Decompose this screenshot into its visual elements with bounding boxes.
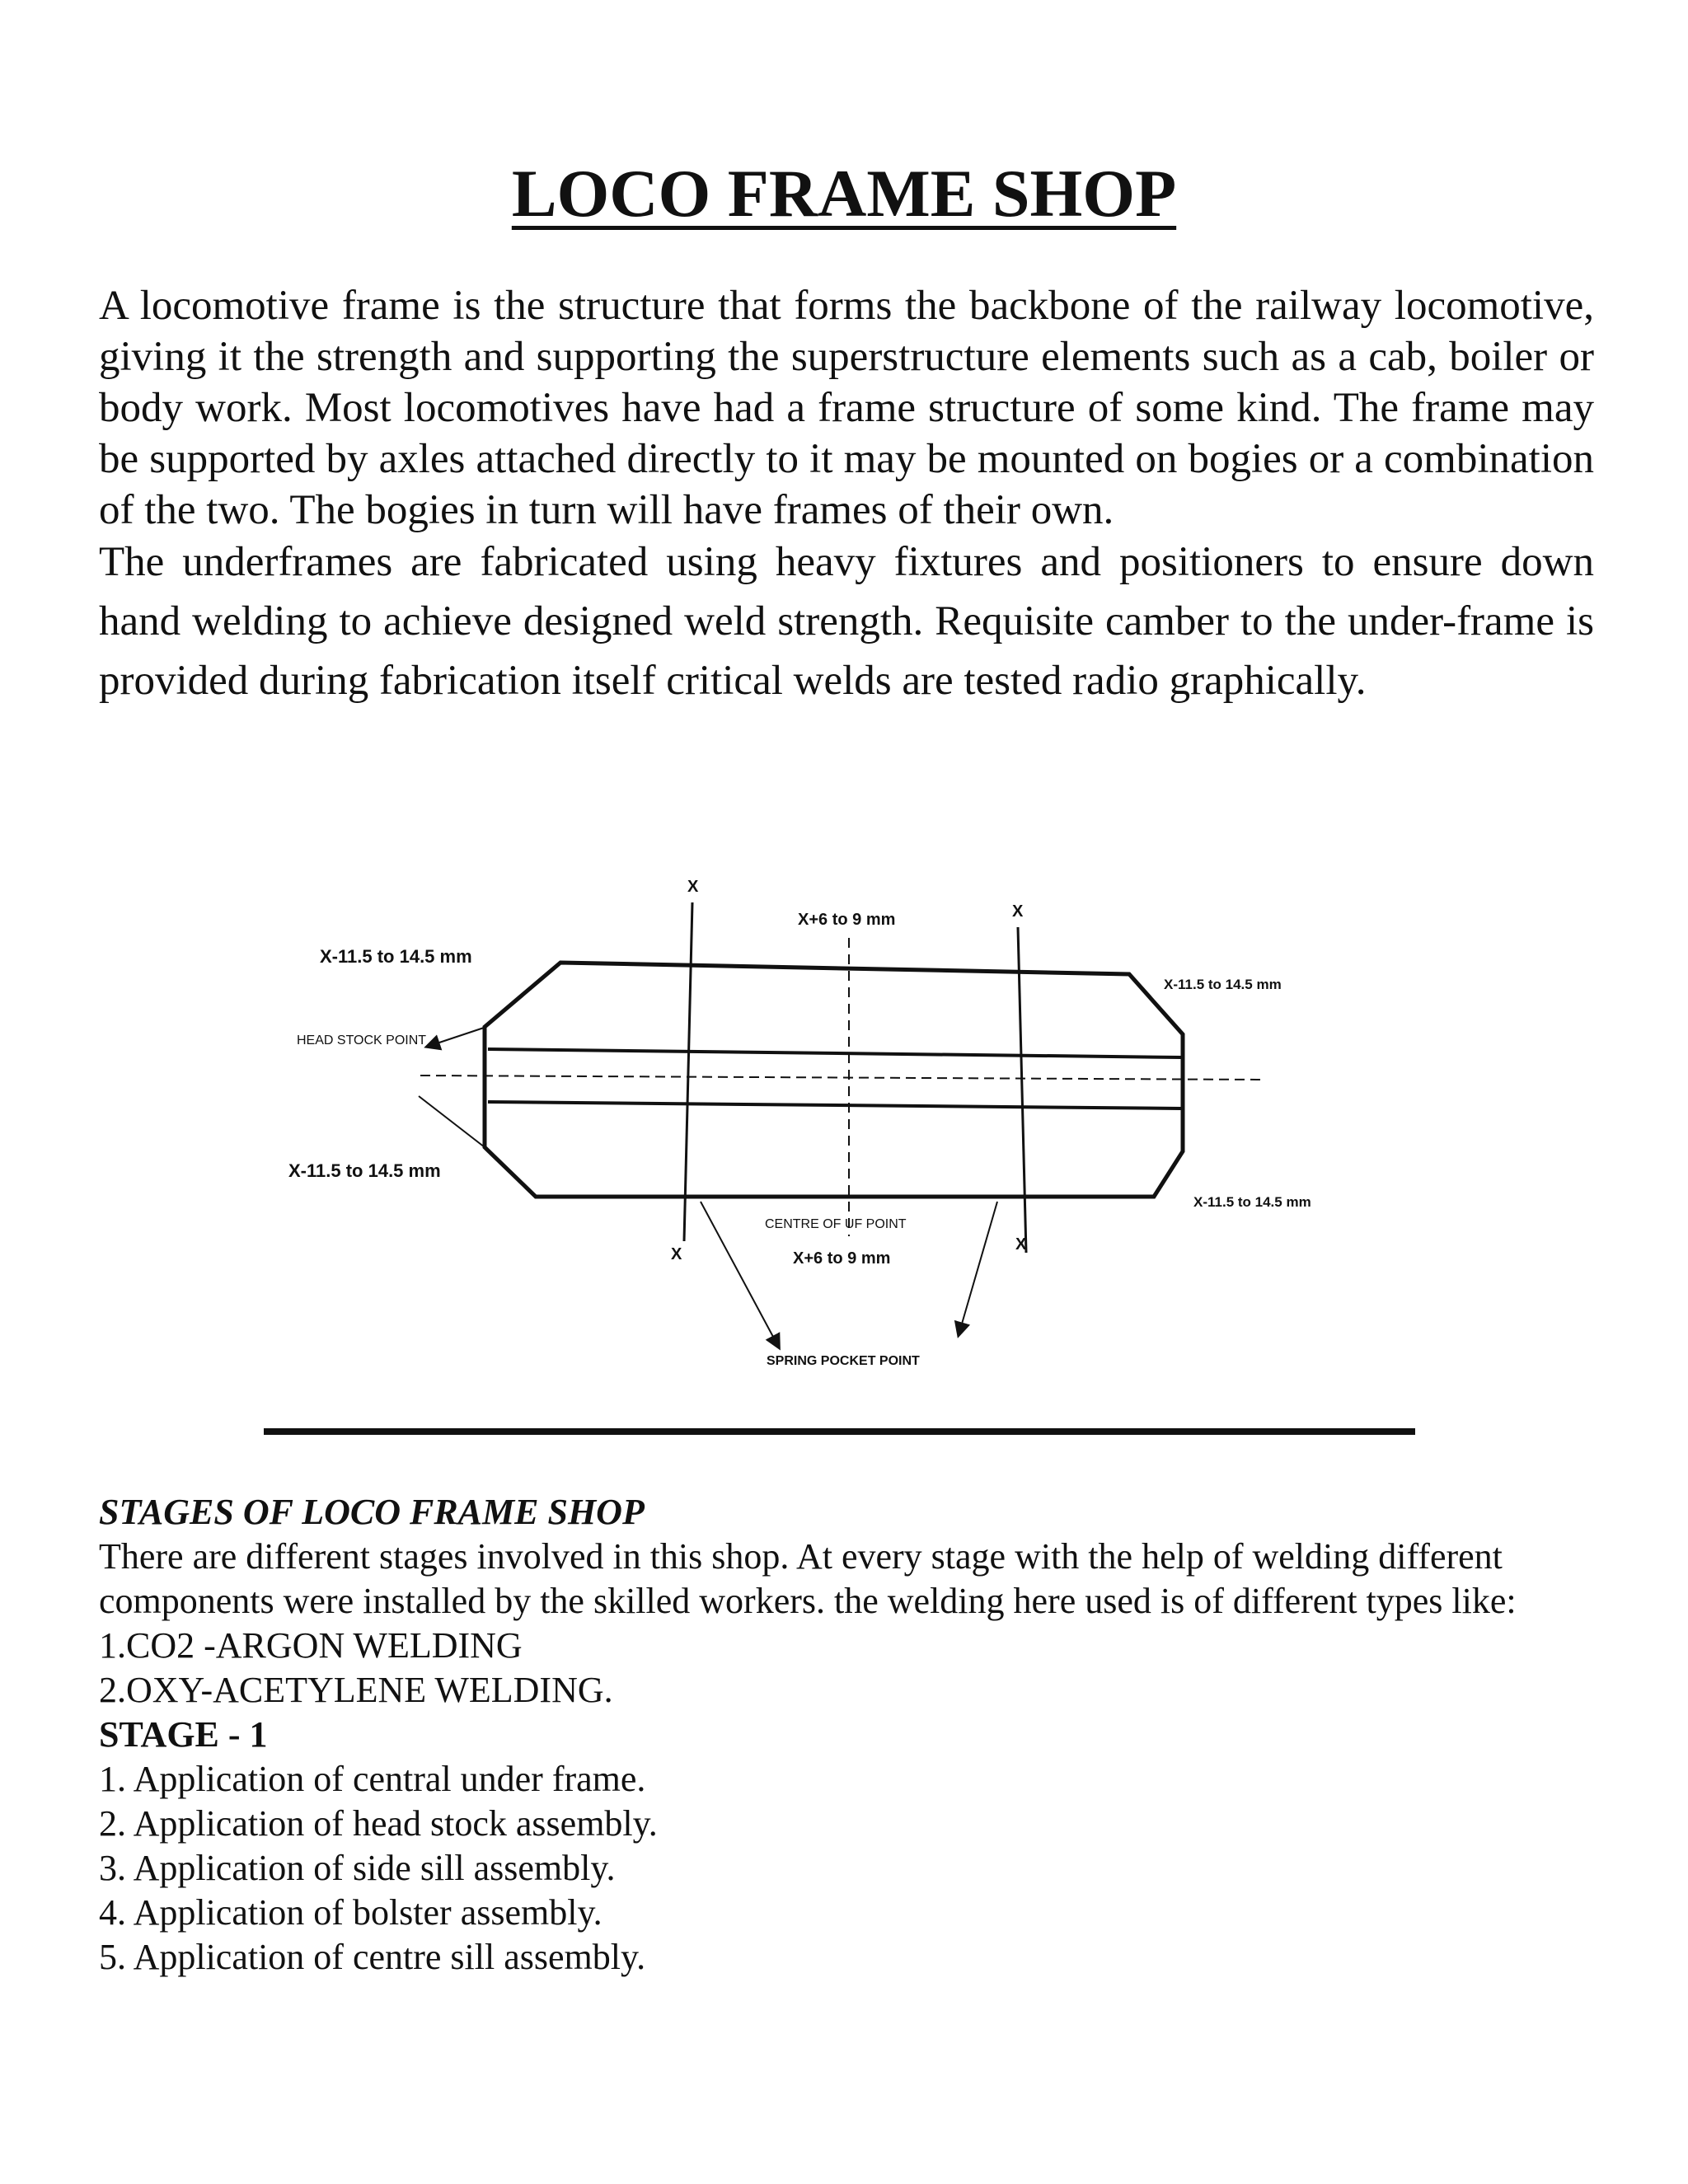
label-spring-pocket-point: SPRING POCKET POINT [767, 1354, 920, 1368]
spring-pocket-arrow-right [959, 1202, 997, 1335]
label-upper-left: X-11.5 to 14.5 mm [320, 946, 472, 967]
welding-type-item: 2.OXY-ACETYLENE WELDING. [99, 1670, 613, 1710]
stage-title: STAGE - 1 [99, 1714, 268, 1755]
x-label-top-right: X [1012, 902, 1024, 921]
x-reference-line-right [1018, 927, 1026, 1253]
head-stock-arrow [427, 1027, 486, 1047]
centre-sill-lower-line [488, 1102, 1181, 1108]
label-upper-right: X-11.5 to 14.5 mm [1164, 977, 1282, 992]
frame-outline [485, 963, 1183, 1197]
stage-step: 4. Application of bolster assembly. [99, 1892, 603, 1933]
intro-paragraph-2: The underframes are fabricated using heavy fixtures and positioners to ensure down hand welding to achieve designed weld strength. Requisite camber to the under-frame is provided during fabrication itself critical welds are tested radio graphically. [99, 539, 1594, 704]
stage-step: 1. Application of central under frame. [99, 1759, 646, 1799]
stages-heading: STAGES OF LOCO FRAME SHOP [99, 1492, 645, 1532]
label-top-center: X+6 to 9 mm [798, 911, 896, 929]
stages-intro: There are different stages involved in this shop. At every stage with the help of welding different components were installed by the skilled workers. the welding here used is of different types like: [99, 1536, 1517, 1621]
head-stock-arrow-lower [419, 1096, 485, 1147]
stages-section [99, 1490, 1594, 1980]
stage-step: 5. Application of centre sill assembly. [99, 1937, 646, 1977]
centre-sill-upper-line [488, 1049, 1181, 1057]
label-head-stock-point: HEAD STOCK POINT [297, 1033, 427, 1047]
under-frame-camber-diagram [280, 857, 1368, 1385]
welding-type-item: 1.CO2 -ARGON WELDING [99, 1625, 523, 1666]
x-label-bottom-left: X [671, 1245, 682, 1263]
section-divider [264, 1428, 1415, 1435]
x-reference-line-left [684, 902, 692, 1241]
centre-dashed-line [420, 1076, 1261, 1080]
label-lower-right: X-11.5 to 14.5 mm [1193, 1194, 1311, 1210]
label-lower-left: X-11.5 to 14.5 mm [288, 1160, 441, 1181]
stage-step: 2. Application of head stock assembly. [99, 1803, 658, 1844]
label-bottom-center: X+6 to 9 mm [793, 1249, 891, 1268]
stage-step: 3. Application of side sill assembly. [99, 1848, 616, 1888]
intro-paragraph-1: A locomotive frame is the structure that forms the backbone of the railway locomotive, giving it the strength and supporting the superstructure elements such as a cab, boiler or body work. Most locomotives have had a frame structure of some kind. The frame may be supported by axles attached directly to it may be mounted on bogies or a combination of the two. The bogies in turn will have frames of their own. [99, 283, 1594, 533]
page-title: LOCO FRAME SHOP [511, 156, 1177, 231]
label-centre-uf-point: CENTRE OF UF POINT [765, 1217, 907, 1231]
x-label-top-left: X [687, 878, 699, 896]
intro-text [99, 280, 1594, 710]
x-label-bottom-right: X [1015, 1235, 1027, 1254]
